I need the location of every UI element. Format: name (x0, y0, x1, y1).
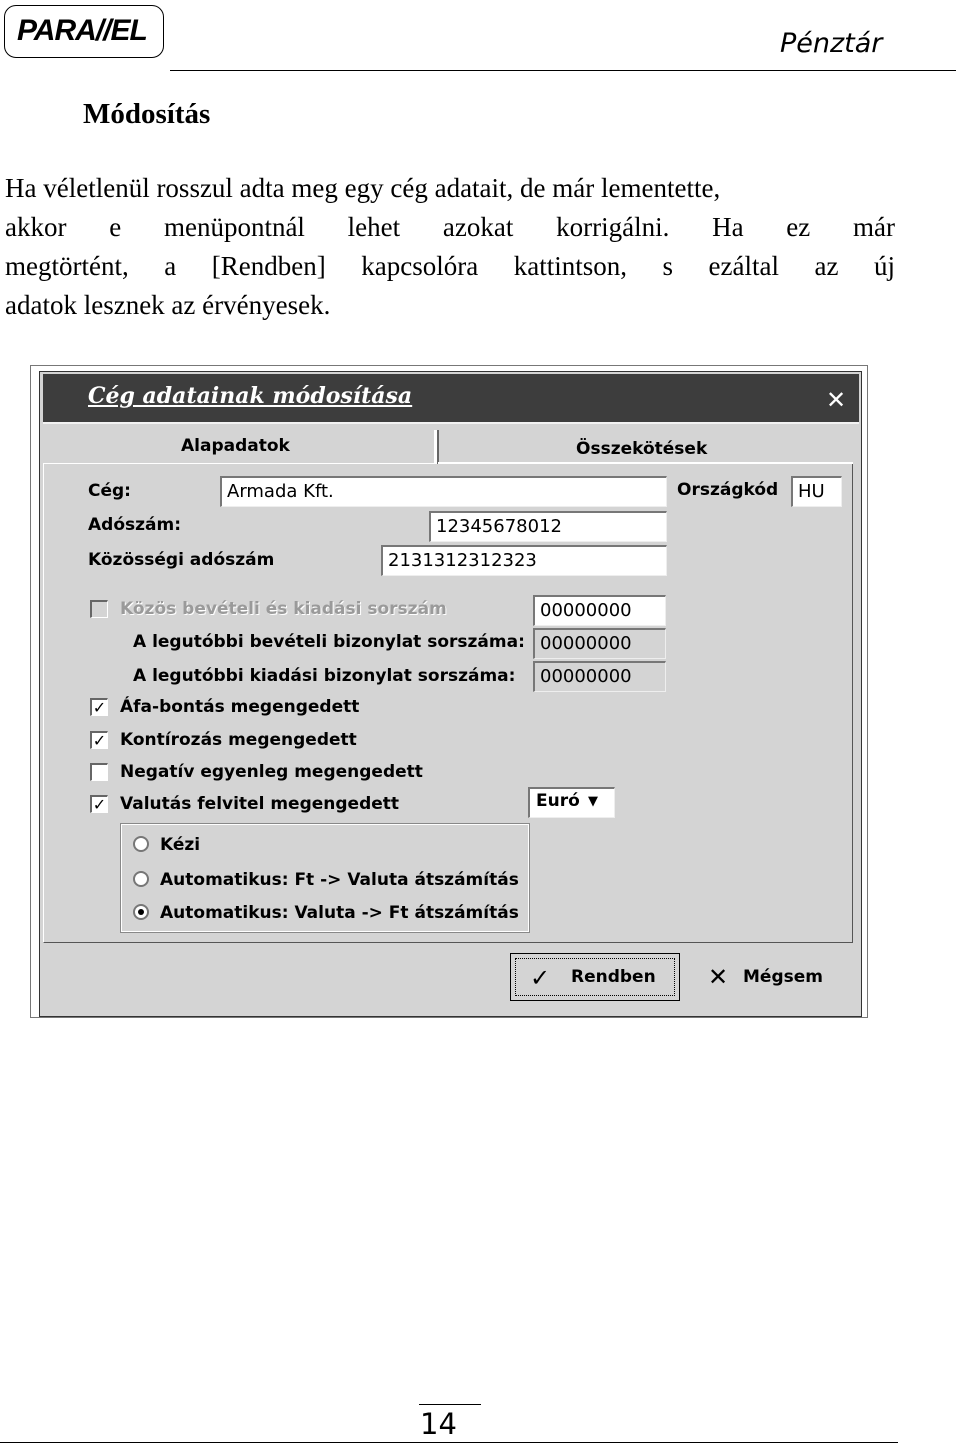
section-heading: Módosítás (83, 98, 211, 130)
radio-kezi[interactable] (133, 836, 149, 852)
kozossegi-adoszam-input[interactable]: 2131312312323 (381, 545, 667, 576)
ceg-input[interactable]: Armada Kft. (220, 476, 667, 507)
header-divider (170, 70, 956, 71)
kozossegi-adoszam-label: Közösségi adószám (88, 550, 275, 570)
orszagkod-input[interactable]: HU (791, 476, 842, 507)
valutas-felvitel-label: Valutás felvitel megengedett (120, 794, 400, 814)
tab-alapadatok[interactable]: Alapadatok (181, 436, 290, 456)
kozos-sorszam-label: Közös bevételi és kiadási sorszám (120, 599, 447, 619)
negativ-egyenleg-checkbox[interactable] (90, 763, 108, 781)
page-number: 14 (420, 1407, 457, 1441)
checkmark-icon: ✓ (530, 964, 551, 992)
currency-value: Euró (536, 791, 580, 811)
close-icon: ✕ (708, 963, 729, 991)
logo-text: PARA//EL (17, 14, 147, 47)
radio-valuta-ft-label: Automatikus: Valuta -> Ft átszámítás (160, 903, 519, 923)
radio-valuta-ft[interactable] (133, 904, 149, 920)
kozos-sorszam-checkbox[interactable] (90, 600, 108, 618)
afa-bontas-label: Áfa-bontás megengedett (120, 697, 360, 717)
paragraph-line: Ha véletlenül rosszul adta meg egy cég adatait, de már lementette, (5, 173, 721, 203)
radio-ft-valuta[interactable] (133, 871, 149, 887)
tab-divider (438, 462, 853, 464)
radio-ft-valuta-label: Automatikus: Ft -> Valuta átszámítás (160, 870, 519, 890)
megsem-label: Mégsem (743, 967, 823, 987)
parallel-logo (4, 5, 164, 58)
kontirozas-checkbox[interactable]: ✓ (90, 731, 108, 749)
valutas-felvitel-checkbox[interactable]: ✓ (90, 795, 108, 813)
rendben-label: Rendben (571, 967, 656, 987)
footer-short-rule (419, 1404, 481, 1405)
adoszam-input[interactable]: 12345678012 (429, 511, 667, 542)
afa-bontas-checkbox[interactable]: ✓ (90, 698, 108, 716)
kozos-sorszam-input[interactable]: 00000000 (533, 595, 666, 626)
paragraph-line: akkor e menüpontnál lehet azokat korrigálni. Ha ez már (5, 212, 895, 242)
tab-osszekotesek[interactable]: Összekötések (576, 439, 708, 459)
close-icon[interactable]: ✕ (825, 386, 847, 414)
kontirozas-label: Kontírozás megengedett (120, 730, 357, 750)
kiadas-sorszam-input[interactable]: 00000000 (533, 661, 666, 692)
radio-kezi-label: Kézi (160, 835, 201, 855)
kiadas-sorszam-label: A legutóbbi kiadási bizonylat sorszáma: (133, 666, 516, 686)
orszagkod-label: Országkód (677, 480, 779, 500)
ceg-label: Cég: (88, 481, 131, 501)
paragraph-line: adatok lesznek az érvényesek. (5, 290, 331, 320)
chevron-down-icon[interactable]: ▼ (588, 794, 598, 809)
paragraph-line: megtörtént, a [Rendben] kapcsolóra kattintson, s ezáltal az új (5, 251, 895, 281)
negativ-egyenleg-label: Negatív egyenleg megengedett (120, 762, 423, 782)
adoszam-label: Adószám: (88, 515, 182, 535)
tab-separator (434, 430, 439, 464)
bevetel-sorszam-label: A legutóbbi bevételi bizonylat sorszáma: (133, 632, 525, 652)
bevetel-sorszam-input[interactable]: 00000000 (533, 628, 666, 659)
header-title: Pénztár (780, 28, 883, 59)
dialog-title: Cég adatainak módosítása (88, 383, 413, 409)
